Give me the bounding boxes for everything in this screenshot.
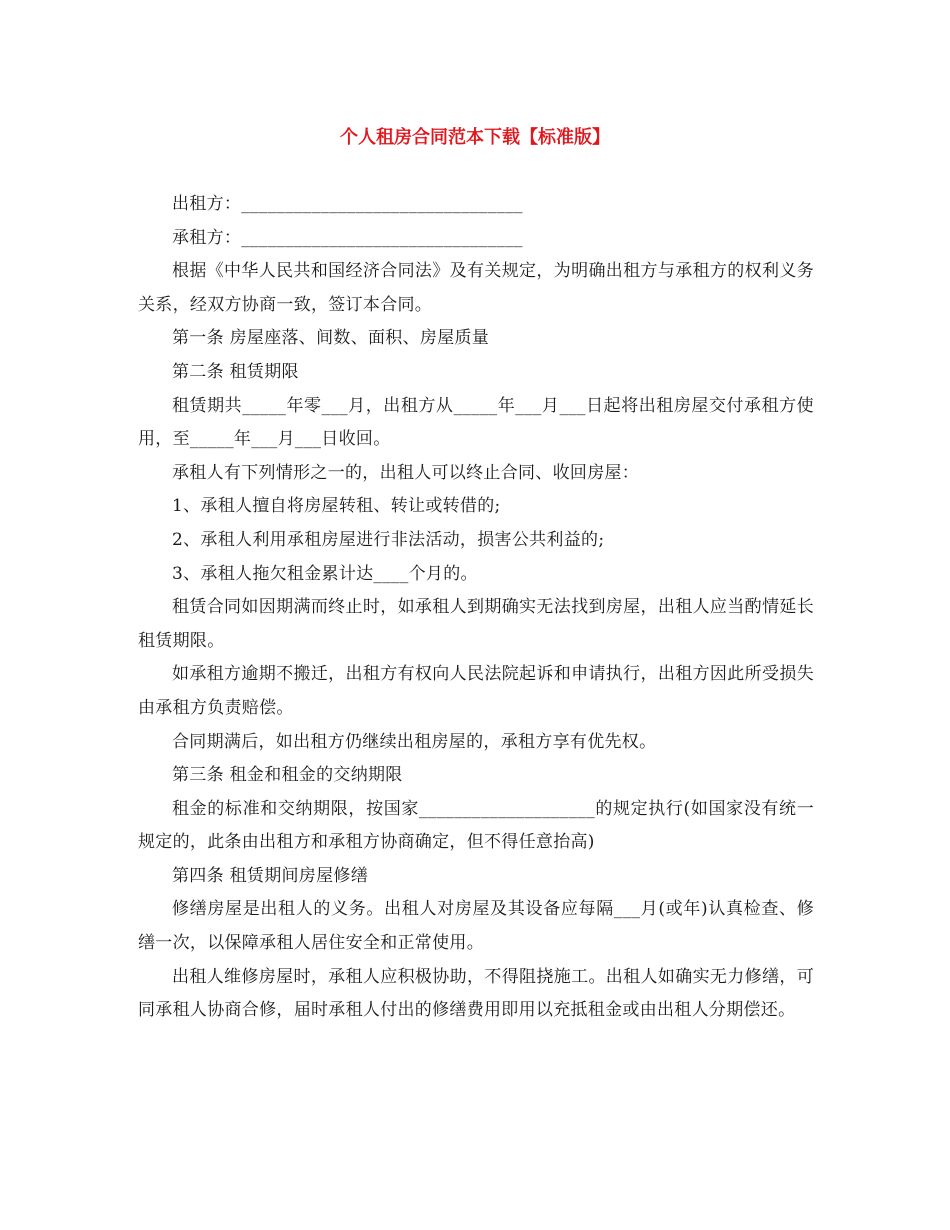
termination-conditions-paragraph: 承租人有下列情形之一的，出租人可以终止合同、收回房屋： [172, 462, 640, 483]
lessor-field: 出租方：________________________________ [172, 194, 523, 214]
priority-right-paragraph: 合同期满后，如出租方仍继续出租房屋的，承租方享有优先权。 [172, 731, 657, 752]
lessee-field: 承租方：________________________________ [172, 227, 523, 248]
expiry-extension-paragraph: 租赁合同如因期满而终止时，如承租人到期确实无法找到房屋，出租人应当酌情延长租赁期限。 [138, 597, 814, 651]
termination-item-3: 3、承租人拖欠租金累计达____个月的。 [172, 563, 478, 584]
preamble-paragraph: 根据《中华人民共和国经济合同法》及有关规定，为明确出租方与承租方的权利义务关系，经双方协商一致，签订本合同。 [138, 261, 814, 315]
repair-duty-paragraph: 修缮房屋是出租人的义务。出租人对房屋及其设备应每隔___月(或年)认真检查、修缮一次，以保障承租人居住安全和正常使用。 [138, 899, 814, 954]
repair-cooperation-paragraph: 出租人维修房屋时，承租人应积极协助，不得阻挠施工。出租人如确实无力修缮，可同承租人协商合修，届时承租人付出的修缮费用即用以充抵租金或由出租人分期偿还。 [138, 966, 814, 1021]
document-body [138, 188, 814, 1028]
article-1-heading: 第一条 房屋座落、间数、面积、房屋质量 [172, 328, 490, 349]
lease-term-paragraph: 租赁期共_____年零___月，出租方从_____年___月___日起将出租房屋交付承租方使用，至_____年___月___日收回。 [138, 395, 814, 450]
article-3-heading: 第三条 租金和租金的交纳期限 [172, 765, 403, 786]
overdue-move-paragraph: 如承租方逾期不搬迁，出租方有权向人民法院起诉和申请执行，出租方因此所受损失由承租方负责赔偿。 [138, 664, 814, 718]
article-2-heading: 第二条 租赁期限 [172, 361, 299, 382]
termination-item-1: 1、承租人擅自将房屋转租、转让或转借的; [172, 496, 501, 517]
rent-standard-paragraph: 租金的标准和交纳期限，按国家____________________的规定执行(如国家没有统一规定的，此条由出租方和承租方协商确定，但不得任意抬高) [138, 798, 814, 853]
article-4-heading: 第四条 租赁期间房屋修缮 [172, 865, 369, 886]
document-title: 个人租房合同范本下载【标准版】 [340, 127, 610, 148]
termination-item-2: 2、承租人利用承租房屋进行非法活动，损害公共利益的; [172, 529, 605, 550]
